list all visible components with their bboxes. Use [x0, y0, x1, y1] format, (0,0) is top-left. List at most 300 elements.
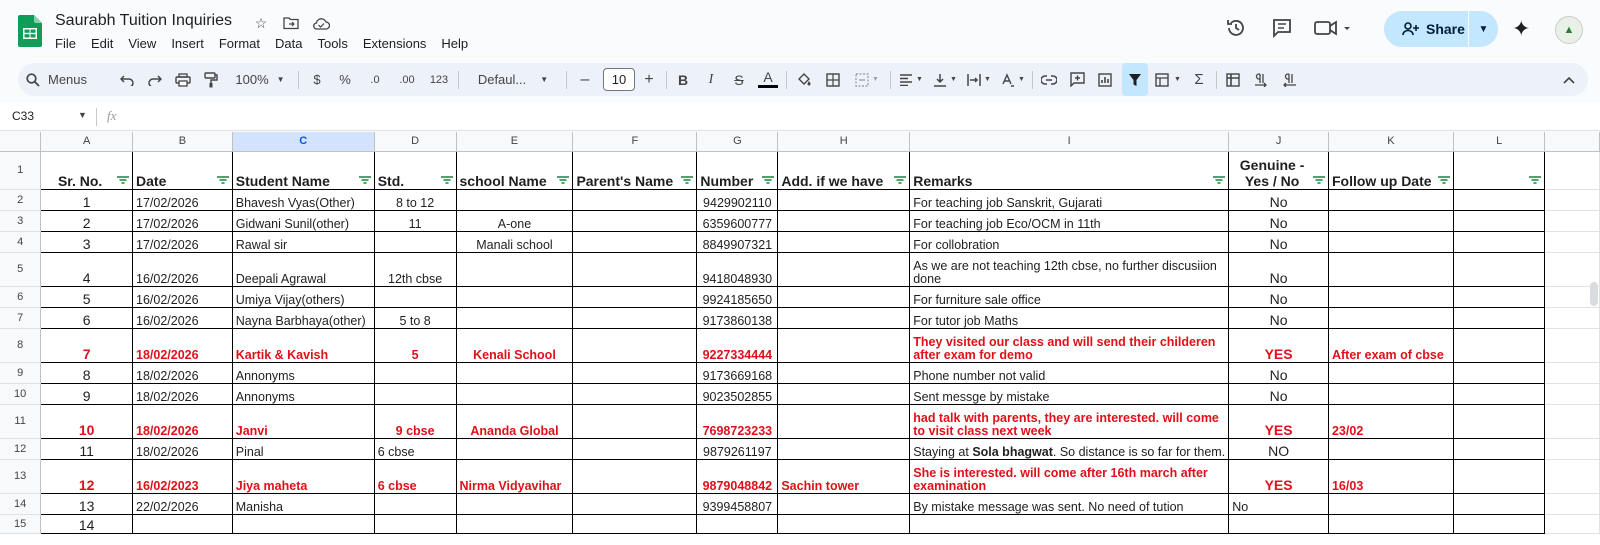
menu-data[interactable]: Data [275, 36, 303, 51]
column-header-i[interactable]: I [910, 132, 1229, 151]
cell-student[interactable]: Bhavesh Vyas(Other) [232, 189, 374, 210]
cell-std[interactable]: 12th cbse [374, 252, 456, 286]
row-header[interactable]: 7 [0, 307, 41, 328]
rtl-text-icon[interactable] [1278, 63, 1300, 96]
cell-genuine[interactable]: YES [1229, 328, 1329, 362]
cell-number[interactable]: 9418048930 [697, 252, 778, 286]
cell-sr[interactable]: 10 [41, 404, 133, 438]
cell-number[interactable]: 9399458807 [697, 493, 778, 514]
cell-student[interactable]: Janvi [232, 404, 374, 438]
cell-parent[interactable] [573, 404, 697, 438]
cell-l[interactable] [1453, 328, 1544, 362]
cell-student[interactable]: Deepali Agrawal [232, 252, 374, 286]
fill-color-icon[interactable] [792, 63, 816, 96]
cell-school[interactable] [456, 362, 573, 383]
cell-number[interactable]: 9227334444 [697, 328, 778, 362]
cell-remarks[interactable] [910, 438, 1229, 459]
cell-remarks[interactable]: Phone number not valid [910, 362, 1229, 383]
cell-followup[interactable] [1328, 362, 1453, 383]
cell-school[interactable] [456, 189, 573, 210]
cell-school[interactable] [456, 252, 573, 286]
cell-l[interactable] [1453, 231, 1544, 252]
cell-school[interactable] [456, 286, 573, 307]
cell-parent[interactable] [573, 189, 697, 210]
row-header[interactable]: 9 [0, 362, 41, 383]
print-icon[interactable] [172, 63, 194, 96]
ltr-text-icon[interactable] [1250, 63, 1272, 96]
cell-followup[interactable] [1328, 383, 1453, 404]
cell-genuine[interactable]: No [1229, 493, 1329, 514]
cell-address[interactable] [778, 438, 910, 459]
cell-address[interactable] [778, 252, 910, 286]
cell-date[interactable]: 16/02/2026 [133, 307, 233, 328]
cell-student[interactable]: Annonyms [232, 362, 374, 383]
cell-followup[interactable] [1328, 231, 1453, 252]
cell-genuine[interactable]: No [1229, 210, 1329, 231]
comments-icon[interactable] [1266, 10, 1298, 46]
strikethrough-button[interactable]: S [734, 71, 744, 88]
cell-address[interactable] [778, 210, 910, 231]
column-header-c[interactable]: C [232, 132, 374, 151]
cell-student[interactable] [232, 514, 374, 533]
header-cell-remarks[interactable] [910, 151, 1229, 189]
font-size-increase-button[interactable]: + [644, 70, 654, 88]
percent-format-button[interactable]: % [339, 72, 351, 87]
cell-address[interactable] [778, 286, 910, 307]
cell-followup[interactable] [1328, 286, 1453, 307]
cell-school[interactable] [456, 514, 573, 533]
cell-date[interactable] [133, 514, 233, 533]
document-title[interactable]: Saurabh Tuition Inquiries [55, 12, 232, 29]
cell-followup[interactable] [1328, 252, 1453, 286]
cell-address[interactable] [778, 328, 910, 362]
freeze-icon[interactable] [1222, 63, 1244, 96]
menu-edit[interactable]: Edit [90, 36, 114, 51]
font-select[interactable] [464, 63, 562, 96]
cell-parent[interactable] [573, 383, 697, 404]
cell-followup[interactable] [1328, 210, 1453, 231]
cell-l[interactable] [1453, 404, 1544, 438]
bold-button[interactable]: B [677, 71, 689, 88]
decrease-decimal-button[interactable]: .0 [370, 73, 380, 86]
cell-std[interactable] [374, 231, 456, 252]
cell-std[interactable]: 5 [374, 328, 456, 362]
cell-l[interactable] [1453, 252, 1544, 286]
column-header-j[interactable]: J [1229, 132, 1329, 151]
cell-school[interactable]: Ananda Global [456, 404, 573, 438]
menu-help[interactable]: Help [441, 36, 469, 51]
text-wrapping-icon[interactable]: ▼ [964, 63, 994, 96]
cell-remarks[interactable]: had talk with parents, they are interested. will come to visit class next week [910, 404, 1229, 438]
cell-address[interactable] [778, 362, 910, 383]
cell-remarks[interactable] [910, 514, 1229, 533]
cell-sr[interactable]: 1 [41, 189, 133, 210]
cell-address[interactable] [778, 493, 910, 514]
header-cell-followup[interactable] [1328, 151, 1453, 189]
cell-sr[interactable]: 7 [41, 328, 133, 362]
cell-genuine[interactable]: No [1229, 307, 1329, 328]
cell-student[interactable]: Pinal [232, 438, 374, 459]
cell-parent[interactable] [573, 328, 697, 362]
cell-remarks[interactable]: They visited our class and will send their childeren after exam for demo [910, 328, 1229, 362]
empty-cell[interactable] [1545, 307, 1600, 328]
cell-student[interactable]: Rawal sir [232, 231, 374, 252]
empty-cell[interactable] [1545, 252, 1600, 286]
cell-parent[interactable] [573, 286, 697, 307]
filter-toggle-icon[interactable] [217, 176, 229, 184]
cell-student[interactable]: Kartik & Kavish [232, 328, 374, 362]
avatar[interactable]: ▲ [1555, 16, 1583, 44]
cell-parent[interactable] [573, 307, 697, 328]
cell-genuine[interactable]: No [1229, 286, 1329, 307]
horizontal-align-icon[interactable]: ▼ [896, 63, 926, 96]
cell-sr[interactable]: 2 [41, 210, 133, 231]
empty-cell[interactable] [1545, 383, 1600, 404]
row-header[interactable]: 12 [0, 438, 41, 459]
row-header[interactable]: 8 [0, 328, 41, 362]
cell-date[interactable]: 16/02/2026 [133, 252, 233, 286]
cell-date[interactable]: 16/02/2026 [133, 286, 233, 307]
cell-remarks[interactable]: For furniture sale office [910, 286, 1229, 307]
row-header[interactable]: 13 [0, 459, 41, 493]
cell-genuine[interactable]: No [1229, 252, 1329, 286]
cell-l[interactable] [1453, 459, 1544, 493]
text-rotation-icon[interactable]: ▼ [998, 63, 1028, 96]
row-header[interactable]: 10 [0, 383, 41, 404]
cell-genuine[interactable]: YES [1229, 404, 1329, 438]
cell-date[interactable]: 22/02/2026 [133, 493, 233, 514]
font-value: Defaul... [477, 72, 527, 87]
cell-parent[interactable] [573, 231, 697, 252]
cell-date[interactable]: 18/02/2026 [133, 383, 233, 404]
cell-number[interactable]: 9173860138 [697, 307, 778, 328]
cell-number[interactable] [697, 514, 778, 533]
cell-std[interactable]: 9 cbse [374, 404, 456, 438]
cell-address[interactable] [778, 307, 910, 328]
header-cell-student[interactable] [232, 151, 374, 189]
menu-insert[interactable]: Insert [171, 36, 204, 51]
cell-followup[interactable] [1328, 514, 1453, 533]
cell-followup[interactable]: 16/03 [1328, 459, 1453, 493]
cell-school[interactable] [456, 383, 573, 404]
header-cell-number[interactable] [697, 151, 778, 189]
filter-toggle-icon[interactable] [117, 176, 129, 184]
empty-cell[interactable] [1545, 514, 1600, 533]
cell-followup[interactable] [1328, 189, 1453, 210]
filter-views-icon[interactable]: ▼ [1152, 63, 1184, 96]
cell-genuine[interactable]: No [1229, 362, 1329, 383]
cell-sr[interactable]: 8 [41, 362, 133, 383]
redo-icon[interactable] [144, 63, 166, 96]
undo-icon[interactable] [116, 63, 138, 96]
cell-date[interactable]: 18/02/2026 [133, 438, 233, 459]
insert-comment-icon[interactable] [1066, 63, 1088, 96]
table-row [0, 493, 1600, 514]
cell-remarks[interactable]: As we are not teaching 12th cbse, no further discusiion done [910, 252, 1229, 286]
empty-cell[interactable] [1545, 362, 1600, 383]
name-box-dropdown-icon[interactable]: ▼ [78, 110, 87, 120]
cell-remarks[interactable]: For teaching job Sanskrit, Gujarati [910, 189, 1229, 210]
cell-sr[interactable]: 12 [41, 459, 133, 493]
cell-student[interactable]: Manisha [232, 493, 374, 514]
collapse-toolbar-icon[interactable] [1558, 63, 1580, 96]
cell-number[interactable]: 9924185650 [697, 286, 778, 307]
cell-sr[interactable]: 13 [41, 493, 133, 514]
cell-l[interactable] [1453, 286, 1544, 307]
cell-school[interactable]: Nirma Vidyavihar [456, 459, 573, 493]
menu-format[interactable]: Format [218, 36, 260, 51]
header-cell-l[interactable] [1453, 151, 1544, 189]
cell-std[interactable] [374, 286, 456, 307]
cell-followup[interactable]: After exam of cbse [1328, 328, 1453, 362]
cell-followup[interactable] [1328, 307, 1453, 328]
increase-decimal-button[interactable]: .00 [399, 73, 415, 86]
row-header[interactable]: 11 [0, 404, 41, 438]
cell-address[interactable] [778, 231, 910, 252]
row-header[interactable]: 14 [0, 493, 41, 514]
cell-address[interactable] [778, 404, 910, 438]
cell-remarks[interactable]: For teaching job Eco/OCM in 11th [910, 210, 1229, 231]
cell-date[interactable]: 18/02/2026 [133, 328, 233, 362]
insert-chart-icon[interactable] [1094, 63, 1116, 96]
column-header-h[interactable]: H [778, 132, 910, 151]
header-cell-sr[interactable] [41, 151, 133, 189]
cell-l[interactable] [1453, 210, 1544, 231]
sheets-logo-icon[interactable] [18, 15, 42, 47]
cell-parent[interactable] [573, 362, 697, 383]
cell-date[interactable]: 18/02/2026 [133, 404, 233, 438]
row-header[interactable]: 15 [0, 514, 41, 533]
cell-number[interactable]: 6359600777 [697, 210, 778, 231]
version-history-icon[interactable] [1220, 10, 1252, 46]
cell-address[interactable] [778, 189, 910, 210]
header-cell-school[interactable] [456, 151, 573, 189]
filter-icon[interactable] [1122, 63, 1148, 96]
remarks-bold-text: Sola bhagwat [972, 444, 1053, 459]
cell-sr[interactable]: 11 [41, 438, 133, 459]
menu-view[interactable]: View [128, 36, 157, 51]
cell-school[interactable]: Kenali School [456, 328, 573, 362]
empty-cell[interactable] [1545, 210, 1600, 231]
filter-toggle-icon[interactable] [681, 176, 693, 184]
vertical-align-icon[interactable]: ▼ [930, 63, 960, 96]
cell-std[interactable]: 5 to 8 [374, 307, 456, 328]
filter-toggle-icon[interactable] [1213, 176, 1225, 184]
cell-std[interactable]: 8 to 12 [374, 189, 456, 210]
cell-genuine[interactable]: No [1229, 383, 1329, 404]
cell-student[interactable]: Gidwani Sunil(other) [232, 210, 374, 231]
cell-l[interactable] [1453, 307, 1544, 328]
header-cell-parent[interactable] [573, 151, 697, 189]
name-box[interactable]: C33 [12, 109, 35, 123]
zoom-select[interactable] [230, 63, 290, 96]
column-header-g[interactable]: G [697, 132, 778, 151]
cell-std[interactable] [374, 493, 456, 514]
cell-parent[interactable] [573, 459, 697, 493]
cell-genuine[interactable]: YES [1229, 459, 1329, 493]
menu-tools[interactable]: Tools [317, 36, 348, 51]
meet-icon[interactable] [1312, 10, 1354, 46]
row-header[interactable]: 6 [0, 286, 41, 307]
cell-school[interactable]: Manali school [456, 231, 573, 252]
filter-toggle-icon[interactable] [762, 176, 774, 184]
cell-remarks[interactable]: Sent messge by mistake [910, 383, 1229, 404]
insert-link-icon[interactable] [1038, 63, 1060, 96]
column-header-d[interactable]: D [374, 132, 456, 151]
cell-remarks[interactable]: For tutor job Maths [910, 307, 1229, 328]
filter-toggle-icon[interactable] [441, 176, 453, 184]
share-button[interactable] [1384, 11, 1498, 47]
empty-cell[interactable] [1545, 404, 1600, 438]
cell-student[interactable]: Nayna Barbhaya(other) [232, 307, 374, 328]
cell-l[interactable] [1453, 514, 1544, 533]
cell-parent[interactable] [573, 252, 697, 286]
move-folder-icon[interactable] [282, 14, 300, 32]
cell-student[interactable]: Jiya maheta [232, 459, 374, 493]
cell-l[interactable] [1453, 189, 1544, 210]
empty-cell[interactable] [1545, 189, 1600, 210]
row-header[interactable]: 4 [0, 231, 41, 252]
row-header[interactable]: 3 [0, 210, 41, 231]
cell-sr[interactable]: 14 [41, 514, 133, 533]
font-size-decrease-button[interactable]: – [580, 70, 590, 88]
cell-address[interactable] [778, 514, 910, 533]
cell-number[interactable]: 9879261197 [697, 438, 778, 459]
table-row [0, 189, 1600, 210]
filter-toggle-icon[interactable] [894, 176, 906, 184]
empty-cell[interactable] [1545, 438, 1600, 459]
menu-file[interactable]: File [55, 36, 76, 51]
cell-student[interactable]: Annonyms [232, 383, 374, 404]
cell-number[interactable]: 9173669168 [697, 362, 778, 383]
header-cell-genuine[interactable] [1229, 151, 1329, 189]
row-header[interactable]: 5 [0, 252, 41, 286]
cell-number[interactable]: 9879048842 [697, 459, 778, 493]
cell-date[interactable]: 17/02/2026 [133, 231, 233, 252]
cell-parent[interactable] [573, 514, 697, 533]
cell-genuine[interactable]: No [1229, 231, 1329, 252]
column-header-f[interactable]: F [573, 132, 697, 151]
cell-number[interactable]: 7698723233 [697, 404, 778, 438]
empty-cell[interactable] [1545, 231, 1600, 252]
cloud-status-icon[interactable] [312, 14, 330, 32]
cell-l[interactable] [1453, 438, 1544, 459]
currency-format-button[interactable]: $ [313, 72, 321, 87]
filter-toggle-icon[interactable] [1313, 176, 1325, 184]
cell-school[interactable]: A-one [456, 210, 573, 231]
star-icon[interactable]: ☆ [254, 14, 268, 31]
filter-toggle-icon[interactable] [1529, 176, 1541, 184]
header-cell-address[interactable] [778, 151, 910, 189]
header-cell-date[interactable] [133, 151, 233, 189]
search-menus[interactable] [26, 63, 112, 96]
cell-school[interactable] [456, 307, 573, 328]
menu-extensions[interactable]: Extensions [362, 36, 427, 51]
column-header-l[interactable]: L [1453, 132, 1544, 151]
cell-number[interactable]: 9023502855 [697, 383, 778, 404]
cell-followup[interactable] [1328, 493, 1453, 514]
cell-std[interactable]: 11 [374, 210, 456, 231]
cell-sr[interactable]: 3 [41, 231, 133, 252]
font-size-input[interactable]: 10 [603, 68, 635, 91]
cell-address[interactable]: Sachin tower [778, 459, 910, 493]
italic-button[interactable]: I [708, 71, 714, 87]
filter-toggle-icon[interactable] [1438, 176, 1450, 184]
functions-button[interactable]: Σ [1194, 71, 1204, 88]
cell-address[interactable] [778, 383, 910, 404]
cell-date[interactable]: 16/02/2023 [133, 459, 233, 493]
cell-sr[interactable]: 9 [41, 383, 133, 404]
cell-parent[interactable] [573, 493, 697, 514]
vertical-scrollbar[interactable] [1590, 282, 1598, 306]
cell-l[interactable] [1453, 383, 1544, 404]
gemini-icon[interactable]: ✦ [1512, 16, 1531, 41]
cell-date[interactable]: 17/02/2026 [133, 210, 233, 231]
row-header[interactable]: 2 [0, 189, 41, 210]
cell-number[interactable]: 9429902110 [697, 189, 778, 210]
cell-genuine[interactable]: No [1229, 189, 1329, 210]
paint-format-icon[interactable] [200, 63, 222, 96]
cell-sr[interactable]: 4 [41, 252, 133, 286]
table-row [0, 404, 1600, 438]
empty-cell[interactable] [1545, 493, 1600, 514]
borders-icon[interactable] [822, 63, 844, 96]
cell-genuine[interactable]: NO [1229, 438, 1329, 459]
table-row [0, 231, 1600, 252]
cell-std[interactable]: 6 cbse [374, 459, 456, 493]
cell-date[interactable]: 17/02/2026 [133, 189, 233, 210]
cell-parent[interactable] [573, 438, 697, 459]
cell-std[interactable] [374, 362, 456, 383]
cell-followup[interactable] [1328, 438, 1453, 459]
cell-remarks[interactable]: By mistake message was sent. No need of tution [910, 493, 1229, 514]
cell-remarks[interactable]: She is interested. will come after 16th march after examination [910, 459, 1229, 493]
column-header-a[interactable]: A [41, 132, 133, 151]
filter-toggle-icon[interactable] [557, 176, 569, 184]
cell-l[interactable] [1453, 362, 1544, 383]
cell-number[interactable]: 8849907321 [697, 231, 778, 252]
more-formats-button[interactable]: 123 [429, 73, 449, 86]
cell-remarks[interactable]: For collobration [910, 231, 1229, 252]
empty-cell[interactable] [1545, 328, 1600, 362]
empty-cell[interactable] [1545, 151, 1600, 189]
merge-cells-icon[interactable]: ▼ [850, 63, 884, 96]
cell-followup[interactable]: 23/02 [1328, 404, 1453, 438]
share-dropdown-icon[interactable]: ▼ [1468, 11, 1498, 47]
cell-school[interactable] [456, 438, 573, 459]
cell-std[interactable] [374, 514, 456, 533]
filter-toggle-icon[interactable] [359, 176, 371, 184]
cell-std[interactable]: 6 cbse [374, 438, 456, 459]
column-header-b[interactable]: B [133, 132, 233, 151]
header-cell-std[interactable] [374, 151, 456, 189]
cell-l[interactable] [1453, 493, 1544, 514]
column-header-e[interactable]: E [456, 132, 573, 151]
cell-genuine[interactable] [1229, 514, 1329, 533]
cell-school[interactable] [456, 493, 573, 514]
cell-date[interactable]: 18/02/2026 [133, 362, 233, 383]
cell-std[interactable] [374, 383, 456, 404]
text-color-button[interactable] [756, 63, 780, 96]
row-header[interactable]: 1 [0, 151, 41, 189]
column-header-k[interactable]: K [1328, 132, 1453, 151]
select-all-corner[interactable] [0, 132, 41, 151]
cell-student[interactable]: Umiya Vijay(others) [232, 286, 374, 307]
cell-sr[interactable]: 5 [41, 286, 133, 307]
cell-parent[interactable] [573, 210, 697, 231]
cell-sr[interactable]: 6 [41, 307, 133, 328]
empty-cell[interactable] [1545, 459, 1600, 493]
